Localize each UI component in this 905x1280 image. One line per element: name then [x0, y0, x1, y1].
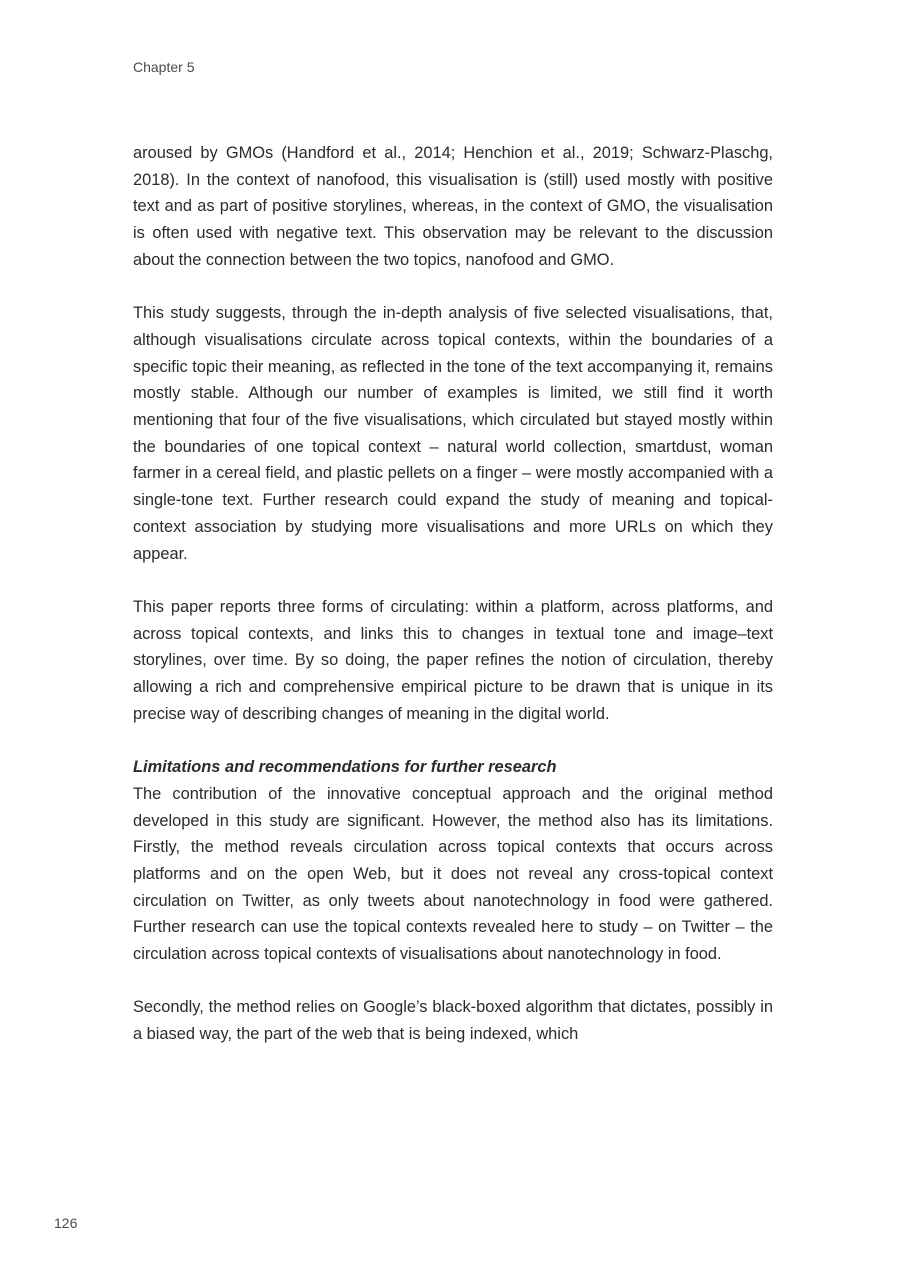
paragraph-contribution: The contribution of the innovative conceptual approach and the original method developed in this study are significant. However, the method also has its limitations. Firstly, the method reveals circulation across topical contexts that occurs across platforms and on the open Web, but it does not reveal any cross-topical context circulation on Twitter, as only tweets about nanotechnology in food were gathered. Further research can use the topical contexts revealed here to study – on Twitter – the circulation across topical contexts of visualisations about nanotechnology in food.: [133, 784, 773, 964]
body-text: [133, 140, 773, 1048]
paragraph-study-suggests: This study suggests, through the in-depth analysis of five selected visualisations, that, although visualisations circulate across topical contexts, within the boundaries of a specific topic their meaning, as reflected in the tone of the text accompanying it, remains mostly stable. Although our number of examples is limited, we still find it worth mentioning that four of the five visualisations, which circulated but stayed mostly within the boundaries of one topical context – natural world collection, smartdust, woman farmer in a cereal field, and plastic pellets on a finger – were mostly accompanied with a single-tone text. Further research could expand the study of meaning and topical-context association by studying more visualisations and more URLs on which they appear.: [133, 304, 773, 563]
page-number: 126: [54, 1215, 78, 1231]
section-heading-limitations: Limitations and recommendations for further research: [133, 758, 557, 777]
paragraph-secondly: Secondly, the method relies on Google’s black-boxed algorithm that dictates, possibly in a biased way, the part of the web that is being indexed, which: [133, 998, 773, 1044]
paragraph-gmo-visualisation: aroused by GMOs (Handford et al., 2014; Henchion et al., 2019; Schwarz-Plaschg, 2018). In the context of nanofood, this visualisation is (still) used mostly with positive text and as part of positive storylines, whereas, in the context of GMO, the visualisation is often used with negative text. This observation may be relevant to the discussion about the connection between the two topics, nanofood and GMO.: [133, 144, 773, 269]
running-head: Chapter 5: [133, 59, 195, 75]
paragraph-forms-of-circulating: This paper reports three forms of circulating: within a platform, across platforms, and across topical contexts, and links this to changes in textual tone and image–text storylines, over time. By so doing, the paper refines the notion of circulation, thereby allowing a rich and comprehensive empirical picture to be drawn that is unique in its precise way of describing changes of meaning in the digital world.: [133, 597, 773, 723]
